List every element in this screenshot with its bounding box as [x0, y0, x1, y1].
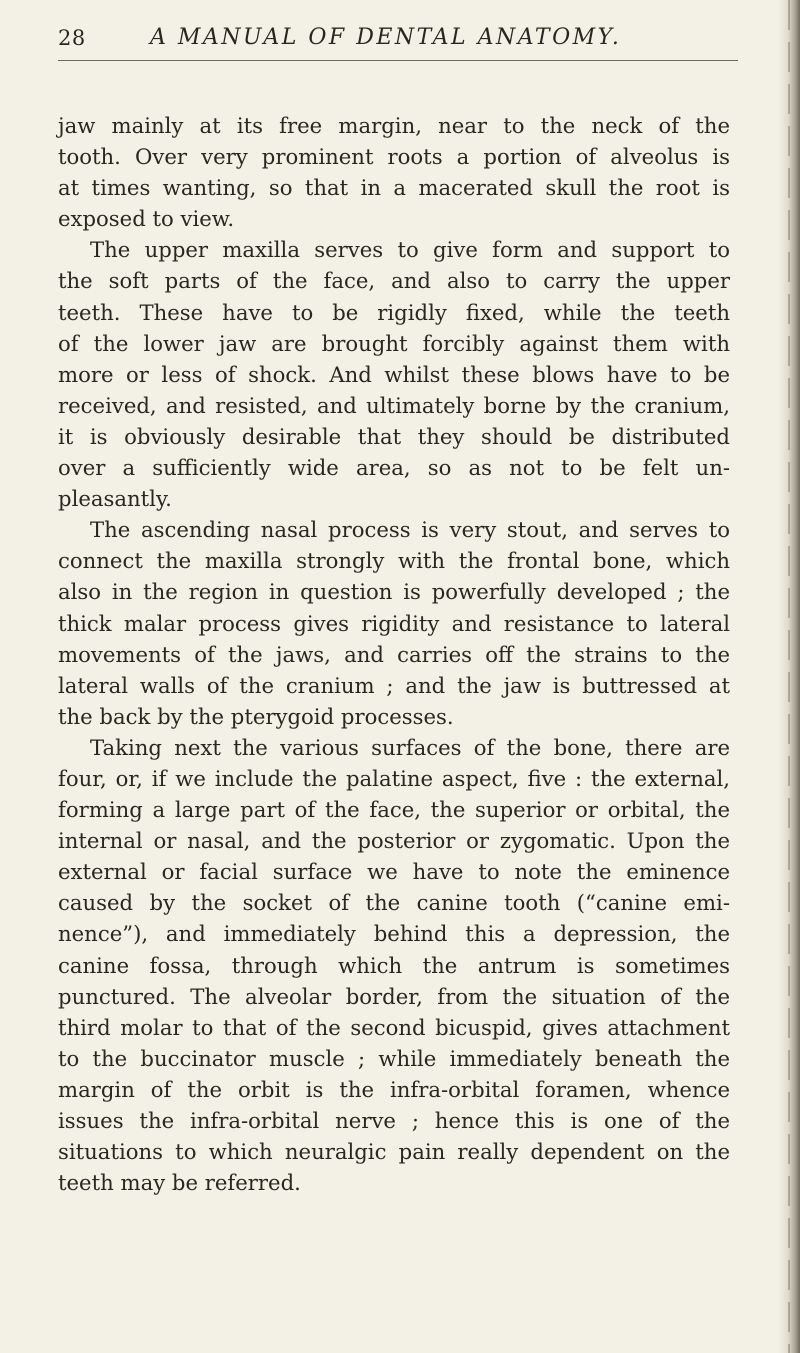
text-line: teeth. These have to be rigidly fixed, while the teeth: [58, 299, 730, 325]
text-line: exposed to view.: [58, 206, 235, 232]
text-line: caused by the socket of the canine tooth (“canine emi-: [58, 890, 730, 916]
text-line: issues the infra-orbital nerve ; hence this is one of the: [58, 1108, 730, 1133]
header-rule: [58, 60, 738, 61]
page-edge-shadow: [778, 0, 800, 1353]
text-line: it is obviously desirable that they should be distributed: [58, 423, 730, 449]
text-line: punctured. The alveolar border, from the situation of the: [58, 983, 730, 1009]
text-line: teeth may be referred.: [58, 1170, 301, 1196]
text-line: canine fossa, through which the antrum is sometimes: [58, 952, 730, 978]
text-line: tooth. Over very prominent roots a portion of alveolus is: [58, 144, 730, 170]
text-line: to the buccinator muscle ; while immediately beneath the: [58, 1045, 730, 1071]
text-line: Taking next the various surfaces of the bone, there are: [90, 734, 730, 760]
text-line: situations to which neuralgic pain really dependent on the: [58, 1139, 730, 1165]
text-line: the back by the pterygoid processes.: [58, 703, 454, 729]
running-head: [58, 22, 740, 52]
text-line: jaw mainly at its free margin, near to the neck of the: [58, 113, 730, 138]
text-line: received, and resisted, and ultimately borne by the cranium,: [58, 392, 730, 418]
text-line: movements of the jaws, and carries off the strains to the: [58, 641, 730, 667]
text-line: external or facial surface we have to note the eminence: [58, 859, 730, 885]
text-line: the soft parts of the face, and also to carry the upper: [58, 268, 730, 294]
text-line: more or less of shock. And whilst these blows have to be: [58, 361, 730, 387]
text-line: also in the region in question is powerfully developed ; the: [58, 579, 730, 605]
text-line: pleasantly.: [58, 486, 172, 512]
text-line: third molar to that of the second bicuspid, gives attachment: [58, 1014, 730, 1040]
text-line: internal or nasal, and the posterior or zygomatic. Upon the: [58, 828, 730, 854]
text-line: The upper maxilla serves to give form and support to: [90, 237, 730, 263]
body-text: [58, 110, 730, 1198]
text-line: connect the maxilla strongly with the frontal bone, which: [58, 548, 730, 574]
text-line: nence”), and immediately behind this a depression, the: [58, 921, 730, 947]
text-line: lateral walls of the cranium ; and the jaw is buttressed at: [58, 672, 730, 698]
text-line: over a sufficiently wide area, so as not to be felt un-: [58, 455, 730, 481]
page-number: 28: [58, 26, 86, 50]
text-line: thick malar process gives rigidity and resistance to lateral: [58, 610, 730, 636]
text-line: margin of the orbit is the infra-orbital foramen, whence: [58, 1076, 730, 1102]
running-title: A MANUAL OF DENTAL ANATOMY.: [150, 25, 622, 50]
text-line: forming a large part of the face, the superior or orbital, the: [58, 797, 730, 823]
text-line: at times wanting, so that in a macerated skull the root is: [58, 175, 730, 201]
text-line: of the lower jaw are brought forcibly against them with: [58, 330, 730, 356]
text-line: The ascending nasal process is very stout, and serves to: [90, 517, 730, 543]
text-line: four, or, if we include the palatine aspect, five : the external,: [58, 765, 730, 791]
